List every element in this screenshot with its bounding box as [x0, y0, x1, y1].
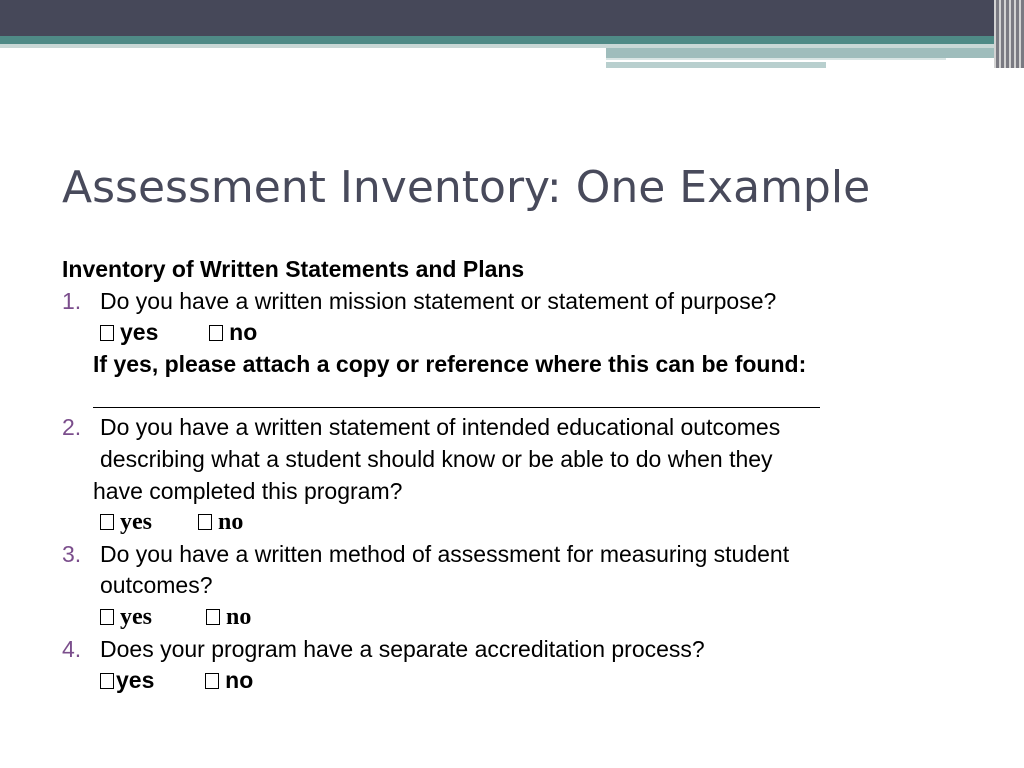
- question-1-yes-checkbox[interactable]: [100, 325, 114, 341]
- question-1-yes-label: yes: [120, 319, 159, 345]
- question-4-no-checkbox[interactable]: [205, 673, 219, 689]
- question-1-no-checkbox[interactable]: [209, 325, 223, 341]
- question-4-no-label: no: [225, 667, 254, 693]
- question-3-text-line-2: outcomes?: [100, 572, 213, 598]
- question-3-options: [100, 603, 251, 631]
- slide-title: Assessment Inventory: One Example: [62, 162, 871, 213]
- question-3-no-checkbox[interactable]: [206, 609, 220, 625]
- question-2-no-checkbox[interactable]: [198, 514, 212, 530]
- question-3-yes-checkbox[interactable]: [100, 609, 114, 625]
- question-1-number: 1.: [62, 288, 82, 314]
- attach-note: If yes, please attach a copy or reference where this can be found:: [93, 351, 807, 377]
- question-2-yes-label: yes: [120, 509, 152, 535]
- question-2-text-line-3: have completed this program?: [93, 478, 403, 504]
- section-heading: Inventory of Written Statements and Plans: [62, 256, 525, 282]
- header-band-teal: [0, 36, 1024, 44]
- header-stripes: [994, 0, 1024, 68]
- question-3-text-line-1: Do you have a written method of assessment for measuring student: [100, 541, 790, 567]
- question-1-no-label: no: [229, 319, 258, 345]
- question-4-text: Does your program have a separate accreditation process?: [100, 636, 705, 662]
- question-4-options: [100, 666, 253, 694]
- question-1-text: Do you have a written mission statement or statement of purpose?: [100, 288, 777, 314]
- answer-line[interactable]: [93, 407, 820, 408]
- question-2-no-label: no: [218, 509, 244, 535]
- question-2-number: 2.: [62, 414, 82, 440]
- question-3-no-label: no: [226, 604, 252, 630]
- question-2-text-line-2: describing what a student should know or be able to do when they: [100, 446, 773, 472]
- question-2-yes-checkbox[interactable]: [100, 514, 114, 530]
- header-band-accent-short: [606, 62, 826, 68]
- question-4-yes-label: yes: [116, 667, 155, 693]
- header-band-accent-thin: [606, 58, 946, 60]
- header-band-accent: [606, 48, 1024, 58]
- question-3-yes-label: yes: [120, 604, 152, 630]
- header-band-dark: [0, 0, 1024, 36]
- question-1-options: [100, 318, 257, 346]
- question-2-text-line-1: Do you have a written statement of intended educational outcomes: [100, 414, 781, 440]
- question-4-number: 4.: [62, 636, 82, 662]
- question-3-number: 3.: [62, 541, 82, 567]
- question-4-yes-checkbox[interactable]: [100, 673, 114, 689]
- question-2-options: [100, 508, 243, 536]
